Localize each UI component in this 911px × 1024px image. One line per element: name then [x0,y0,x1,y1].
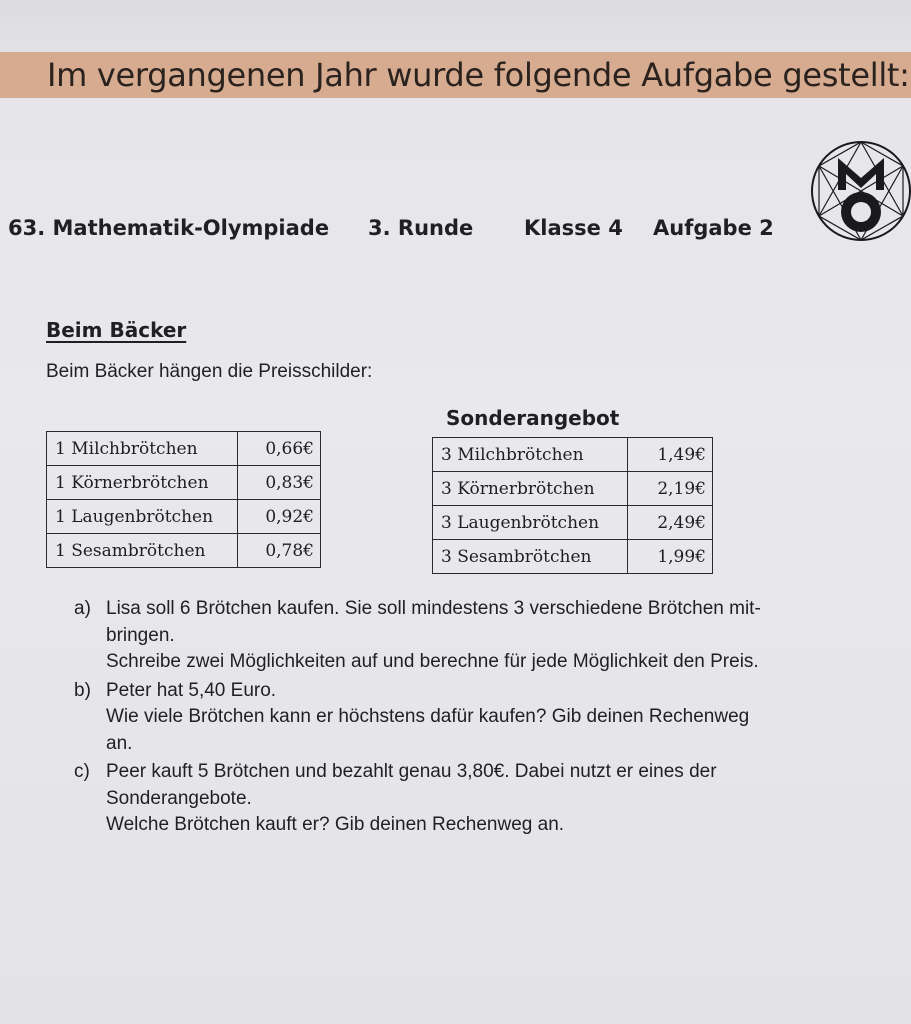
task-list [74,596,854,841]
item-price: 0,83€ [238,466,321,500]
item-price: 0,78€ [238,534,321,568]
table-row [47,466,321,500]
table-row [433,506,713,540]
item-name: 1 Sesambrötchen [47,534,238,568]
banner-title: Im vergangenen Jahr wurde folgende Aufgabe gestellt: [47,56,910,94]
task-line: Welche Brötchen kauft er? Gib deinen Rechenweg an. [106,814,565,835]
single-price-table [46,431,321,568]
item-price: 1,99€ [628,540,713,574]
table-row [47,500,321,534]
section-title: Beim Bäcker [46,318,187,342]
task-line: an. [106,732,133,754]
item-name: 1 Körnerbrötchen [47,466,238,500]
intro-text: Beim Bäcker hängen die Preisschilder: [46,361,373,382]
special-offer-title: Sonderangebot [446,406,620,430]
task-label: b) [74,679,91,701]
table-row [47,432,321,466]
task-number: Aufgabe 2 [653,216,774,240]
item-price: 1,49€ [628,438,713,472]
task-b [74,678,854,758]
table-row [433,540,713,574]
item-price: 0,92€ [238,500,321,534]
mathematik-olympiade-logo-icon [810,140,911,242]
task-c [74,759,854,839]
task-line: Peter hat 5,40 Euro. [106,679,277,701]
task-line: Peer kauft 5 Brötchen und bezahlt genau 3,80€. Dabei nutzt er eines der [106,761,717,782]
table-row [47,534,321,568]
item-price: 2,19€ [628,472,713,506]
item-name: 3 Körnerbrötchen [433,472,628,506]
item-name: 3 Milchbrötchen [433,438,628,472]
round-label: 3. Runde [368,216,474,240]
item-name: 3 Sesambrötchen [433,540,628,574]
task-line: Schreibe zwei Möglichkeiten auf und berechne für jede Möglichkeit den Preis. [106,651,759,672]
competition-name: 63. Mathematik-Olympiade [8,216,330,240]
item-name: 1 Milchbrötchen [47,432,238,466]
grade-label: Klasse 4 [524,216,623,240]
item-name: 3 Laugenbrötchen [433,506,628,540]
task-line: Lisa soll 6 Brötchen kaufen. Sie soll mindestens 3 verschiedene Brötchen mit- [106,598,761,619]
table-row [433,472,713,506]
task-line: bringen. [106,624,175,646]
task-label: a) [74,598,91,619]
item-price: 0,66€ [238,432,321,466]
task-line: Wie viele Brötchen kann er höchstens dafür kaufen? Gib deinen Rechenweg [106,706,750,727]
task-label: c) [74,761,90,782]
task-line: Sonderangebote. [106,787,252,809]
task-a [74,596,854,676]
item-name: 1 Laugenbrötchen [47,500,238,534]
special-offer-table [432,437,713,574]
table-row [433,438,713,472]
item-price: 2,49€ [628,506,713,540]
